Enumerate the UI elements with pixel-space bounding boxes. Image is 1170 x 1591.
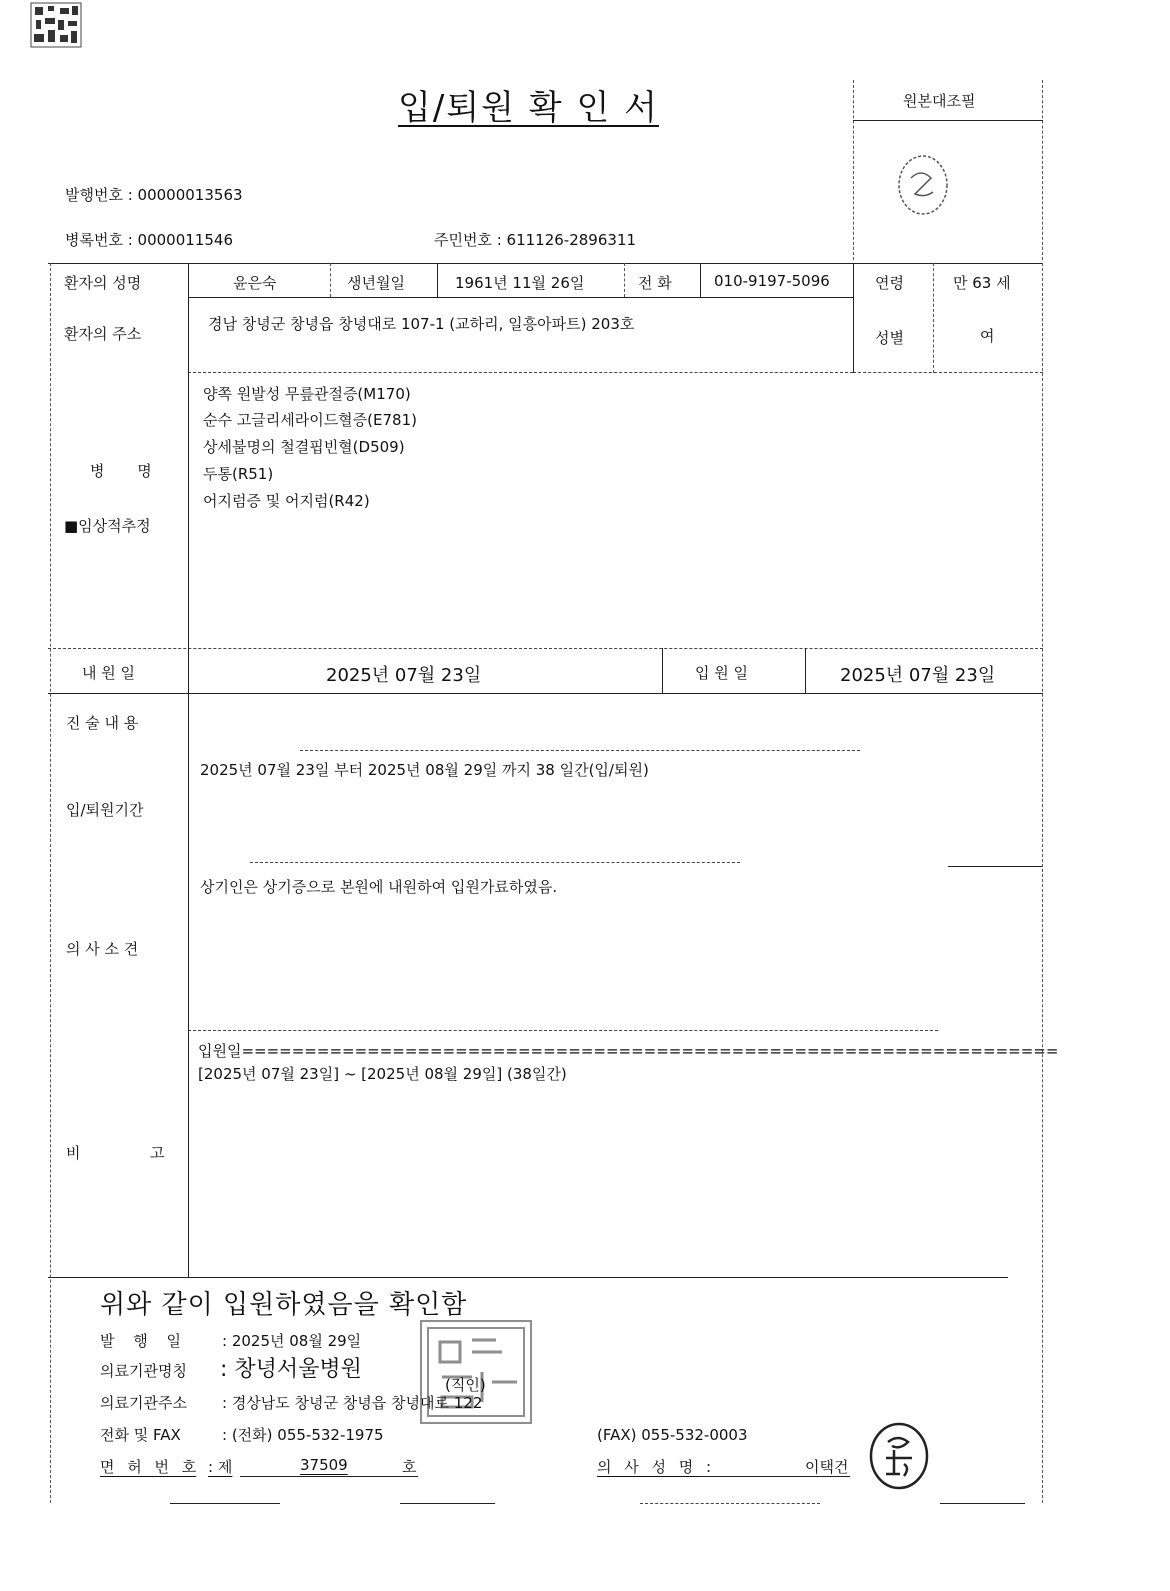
sex-label: 성별 [875, 329, 904, 347]
original-seal-icon [893, 150, 953, 220]
remarks-line-1: 입원일================================================================= [198, 1042, 1059, 1060]
issue-date: : 2025년 08월 29일 [222, 1332, 362, 1350]
age-label: 연령 [875, 274, 904, 292]
visit-date-label: 내 원 일 [82, 664, 136, 682]
diagnosis-label: 병 명 [90, 462, 152, 480]
license-label: 면 허 번 호 [100, 1458, 197, 1476]
treatment-label: 진 술 내 용 [66, 714, 139, 732]
license-number: 37509 [300, 1456, 348, 1474]
patient-address: 경남 창녕군 창녕읍 창녕대로 107-1 (교하리, 일흥아파트) 203호 [208, 315, 635, 333]
document-title: 입/퇴원 확 인 서 [398, 88, 659, 128]
institution-address: : 경상남도 창녕군 창녕읍 창녕대로 122 [222, 1394, 483, 1412]
visit-date: 2025년 07월 23일 [326, 665, 482, 686]
opinion-label: 의 사 소 견 [66, 940, 139, 958]
issue-number: 발행번호 : 00000013563 [65, 186, 243, 204]
corner-code-icon [30, 2, 82, 48]
confirmation-statement: 위와 같이 입원하였음을 확인함 [100, 1290, 468, 1320]
institution-label: 의료기관명칭 [100, 1362, 187, 1380]
phone-fax-label: 전화 및 FAX [100, 1426, 181, 1444]
remarks-label-b: 고 [150, 1144, 165, 1162]
period-label: 입/퇴원기간 [66, 801, 144, 819]
chart-number: 병록번호 : 0000011546 [65, 231, 233, 249]
opinion-text: 상기인은 상기증으로 본원에 내원하여 입원가료하였음. [200, 878, 558, 896]
institution-fax: (FAX) 055-532-0003 [597, 1426, 748, 1444]
license-suffix: 호 [402, 1458, 417, 1476]
remarks-line-2: [2025년 07월 23일] ~ [2025년 08월 29일] (38일간) [198, 1065, 567, 1083]
institution-address-label: 의료기관주소 [100, 1394, 187, 1412]
age-value: 만 63 세 [953, 274, 1011, 292]
issue-date-label: 발 행 일 [100, 1332, 182, 1350]
doctor-label: 의 사 성 명 : [597, 1458, 712, 1476]
diagnosis-sublabel: ■임상적추정 [64, 517, 151, 535]
doctor-seal-icon [866, 1420, 932, 1492]
admit-date: 2025년 07월 23일 [840, 665, 996, 686]
license-prefix: : 제 [208, 1458, 233, 1476]
seal-text: (직인) [445, 1376, 486, 1394]
patient-name-label: 환자의 성명 [64, 274, 142, 292]
resident-number: 주민번호 : 611126-2896311 [434, 231, 637, 249]
institution-name: : 창녕서울병원 [220, 1357, 362, 1382]
diagnosis-item: 두통(R51) [203, 465, 274, 483]
phone-number: 010-9197-5096 [714, 272, 830, 290]
sex-value: 여 [980, 327, 995, 345]
birth-date: 1961년 11월 26일 [455, 274, 585, 292]
birth-label: 생년월일 [347, 274, 405, 292]
admit-date-label: 입 원 일 [695, 664, 749, 682]
institution-phone: : (전화) 055-532-1975 [222, 1426, 384, 1444]
phone-label: 전 화 [638, 274, 672, 292]
doctor-name: 이택건 [805, 1458, 849, 1476]
remarks-label-a: 비 [66, 1144, 81, 1162]
diagnosis-item: 순수 고글리세라이드혈증(E781) [203, 411, 417, 429]
diagnosis-item: 상세불명의 철결핍빈혈(D509) [203, 438, 405, 456]
period-text: 2025년 07월 23일 부터 2025년 08월 29일 까지 38 일간(입/퇴원) [200, 761, 649, 779]
diagnosis-item: 어지럼증 및 어지럼(R42) [203, 492, 370, 510]
diagnosis-item: 양쪽 원발성 무릎관절증(M170) [203, 385, 411, 403]
address-label: 환자의 주소 [64, 325, 142, 343]
original-copy-label: 원본대조필 [903, 92, 976, 110]
patient-name: 윤은숙 [233, 274, 277, 292]
